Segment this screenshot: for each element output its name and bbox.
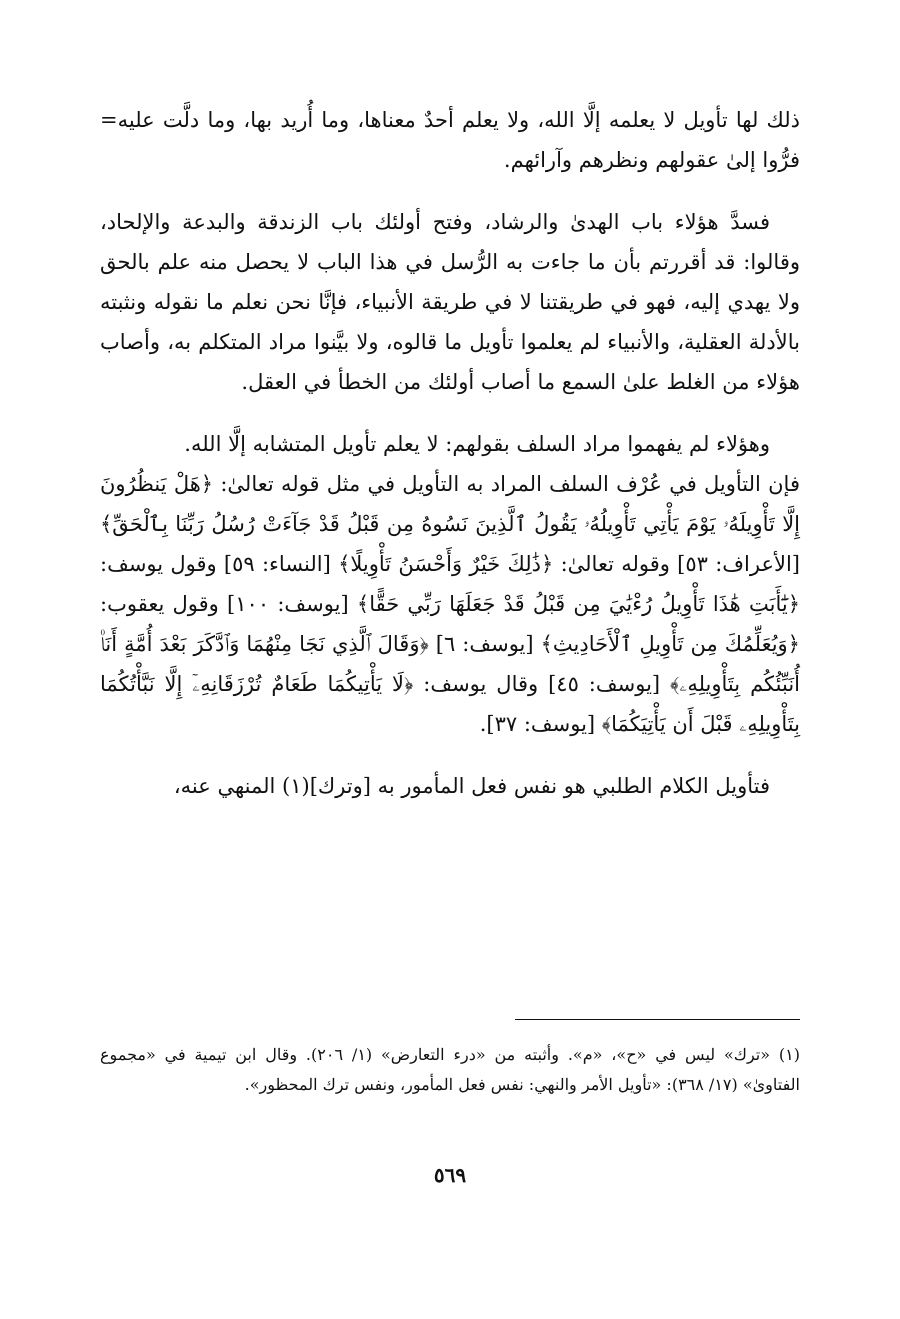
paragraph-3-lead: وهؤلاء لم يفهموا مراد السلف بقولهم: لا يعلم تأويل المتشابه إلَّا الله. [184,432,770,456]
paragraph-4: فتأويل الكلام الطلبي هو نفس فعل المأمور به [وترك](١) المنهي عنه، [173,774,770,798]
footnotes [100,1040,800,1100]
footnote-1: (١) «ترك» ليس في «ح»، «م». وأثبته من «درء التعارض» (١/ ٢٠٦). وقال ابن تيمية في «مجموع الفتاوىٰ» (١٧/ ٣٦٨): «تأويل الأمر والنهي: نفس فعل المأمور، ونفس ترك المحظور». [100,1045,800,1094]
footnote-divider [515,1019,800,1020]
paragraph-1: ذلك لها تأويل لا يعلمه إلَّا الله، ولا يعلم أحدٌ معناها، وما أُريد بها، وما دلَّت عليه= فرُّوا إلىٰ عقولهم ونظرهم وآرائهم. [100,108,800,172]
page-body [100,100,800,806]
paragraph-2: فسدَّ هؤلاء باب الهدىٰ والرشاد، وفتح أولئك باب الزندقة والبدعة والإلحاد، وقالوا: قد أقررتم بأن ما جاءت به الرُّسل في هذا الباب لا يحصل منه علم بالحق ولا يهدي إليه، فهو في طريقتنا لا في طريقة الأنبياء، فإنَّا نحن نعلم ما نقوله ونثبته بالأدلة العقلية، والأنبياء لم يعلموا تأويل ما قالوه، ولا بيَّنوا مراد المتكلم به، وأصاب هؤلاء من الغلط علىٰ السمع ما أصاب أولئك من الخطأ في العقل. [100,210,800,394]
paragraph-3: فإن التأويل في عُرْف السلف المراد به التأويل في مثل قوله تعالىٰ: ﴿هَلْ يَنظُرُونَ إِلَّا تَأْوِيلَهُۥ يَوْمَ يَأْتِي تَأْوِيلُهُۥ يَقُولُ ٱلَّذِينَ نَسُوهُ مِن قَبْلُ قَدْ جَآءَتْ رُسُلُ رَبِّنَا بِٱلْحَقِّ﴾ [الأعراف: ٥٣] وقوله تعالىٰ: ﴿ذَٰلِكَ خَيْرٌ وَأَحْسَنُ تَأْوِيلًا﴾ [النساء: ٥٩] وقول يوسف: ﴿يَٰٓأَبَتِ هَٰذَا تَأْوِيلُ رُءْيَٰيَ مِن قَبْلُ قَدْ جَعَلَهَا رَبِّي حَقًّا﴾ [يوسف: ١٠٠] وقول يعقوب: ﴿وَيُعَلِّمُكَ مِن تَأْوِيلِ ٱلْأَحَادِيثِ﴾ [يوسف: ٦] ﴿وَقَالَ ٱلَّذِي نَجَا مِنْهُمَا وَٱدَّكَرَ بَعْدَ أُمَّةٍ أَنَا۠ أُنَبِّئُكُم بِتَأْوِيلِهِۦ﴾ [يوسف: ٤٥] وقال يوسف: ﴿لَا يَأْتِيكُمَا طَعَامٌ تُرْزَقَانِهِۦٓ إِلَّا نَبَّأْتُكُمَا بِتَأْوِيلِهِۦ قَبْلَ أَن يَأْتِيَكُمَا﴾ [يوسف: ٣٧]. [100,472,801,736]
page-number: ٥٦٩ [433,1163,467,1187]
main-text [100,100,800,806]
